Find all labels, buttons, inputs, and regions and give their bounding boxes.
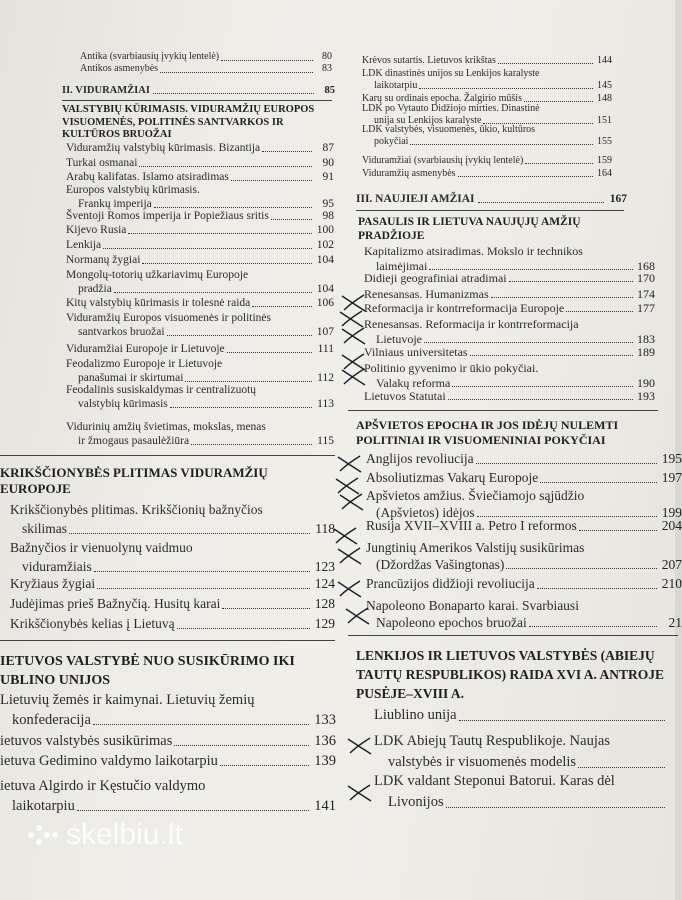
toc-entry-title: (Džordžas Vašingtonas) [376,556,505,572]
toc-entry-title: Vidurinių amžių švietimas, mokslas, menas [66,421,266,433]
toc-entry-line [366,518,682,535]
toc-entry-line [362,103,540,115]
toc-entry-line [366,598,579,615]
part-heading [62,84,335,99]
toc-entry-title: ir žmogaus pasaulėžiūra [78,435,190,448]
toc-entry-line [362,55,612,67]
part-heading-page: 85 [324,85,335,96]
toc-entry-line [374,705,457,726]
toc-entry-title: skilimas [22,521,68,536]
toc-entry-title: Frankų imperija [78,198,152,211]
dot-leader [69,533,310,534]
toc-page-number: 141 [314,798,336,814]
section-heading: VALSTYBIŲ KŪRIMASIS. VIDURAMŽIŲ EUROPOS [62,104,315,115]
dot-leader [476,463,657,464]
toc-page-number: 148 [597,93,612,104]
toc-entry-title: Antikos asmenybės [80,63,159,74]
dot-leader [77,810,309,811]
section-rule [0,455,335,456]
toc-page-number: 123 [314,559,335,574]
toc-page-number: 100 [316,224,334,236]
toc-entry-title: Lietuvoje [376,331,422,346]
toc-entry-line [364,301,655,316]
toc-page-number: 129 [314,616,335,631]
section-heading: KRIKŠČIONYBĖS PLITIMAS VIDURAMŽIŲ [0,465,268,480]
toc-entry-line [366,576,682,593]
toc-entry-title: ietuvos valstybės susikūrimas [0,733,173,749]
toc-entry-line [78,434,334,448]
toc-entry-line [366,488,584,505]
toc-page-number: 159 [597,155,612,166]
toc-entry-line [364,271,655,286]
toc-entry-title: laikotarpiu [374,79,418,91]
dot-leader [448,399,633,400]
toc-entry-line [12,710,336,730]
dot-leader [525,163,593,164]
dot-leader [170,407,312,408]
toc-entry-title: pradžia [78,283,112,296]
dot-leader [221,60,313,61]
toc-entry-line [66,342,334,356]
toc-page-number: 115 [317,435,334,448]
toc-entry-line [388,752,576,773]
toc-entry-line [66,296,334,310]
dot-leader [94,571,310,572]
toc-page-number: 155 [597,135,612,147]
dot-leader [579,530,657,531]
toc-entry-line [66,223,334,237]
toc-entry-line [366,540,584,557]
toc-page-number: 83 [322,63,332,74]
pen-check-mark-icon [346,782,374,804]
dot-leader [429,269,633,270]
part-heading [356,192,627,208]
toc-entry-line [362,68,539,80]
dot-leader [191,444,312,445]
dot-leader [509,281,633,282]
dot-leader [419,88,593,89]
toc-entry-title: Krėvos sutartis. Lietuvos krikštas [362,55,496,66]
dot-leader [174,745,309,746]
dot-leader [578,767,665,768]
toc-entry-title: Krikščionybės kelias į Lietuvą [10,616,175,631]
toc-entry-title: ietuva Algirdo ir Kęstučio valdymo [0,778,206,794]
toc-page-number: 204 [661,518,682,533]
toc-page-number: 106 [316,297,334,309]
toc-entry-title: Lenkija [66,239,102,251]
toc-entry-title: Prancūzijos didžioji revoliucija [366,576,535,591]
toc-page-number: 80 [322,51,332,62]
toc-page-number: 207 [661,556,682,572]
toc-entry-title: Kitų valstybių kūrimasis ir tolesnė raida [66,297,251,309]
section-heading: KULTŪROS BRUOŽAI [62,129,172,140]
toc-page-number: 87 [322,142,334,154]
toc-entry-title: Arabų kalifatas. Islamo atsiradimas [66,171,229,183]
pen-check-mark-icon [332,525,360,547]
dot-leader [153,93,314,94]
toc-page-number: 118 [315,521,335,536]
toc-entry-title: Bažnyčios ir vienuolynų vaidmuo [10,540,193,555]
toc-entry-title: Mongolų-totorių užkariavimų Europoje [66,269,249,281]
toc-entry-line [22,557,335,576]
dot-leader [93,724,309,725]
section-heading: APŠVIETOS EPOCHA IR JOS IDĖJŲ NULEMTI [356,418,619,432]
section-heading: PUSĖJE–XVIII A. [356,686,465,701]
toc-page-number: 136 [314,733,336,749]
toc-entry-title: Politinio gyvenimo ir ūkio pokyčiai. [364,361,539,375]
dot-leader [478,202,604,203]
toc-entry-line [10,538,193,557]
toc-page-number: 133 [314,712,336,728]
section-rule [348,410,658,411]
watermark [28,818,183,852]
toc-entry-line [376,556,682,574]
toc-entry-line [366,451,682,468]
toc-entry-line [66,420,266,434]
toc-page-number: 144 [597,55,612,66]
toc-entry-line [66,156,334,170]
dot-leader [114,292,312,293]
toc-entry-line [364,361,538,376]
toc-entry-line [10,574,335,593]
watermark-text: skelbiu.lt [66,818,183,851]
toc-entry-title: Apšvietos amžius. Šviečiamojo sąjūdžio [366,488,585,503]
toc-page-number: 177 [636,301,655,315]
dot-leader [491,297,633,298]
toc-entry-title: Lietuvių žemės ir kaimynai. Lietuvių žemių [0,692,255,708]
toc-entry-line [362,124,535,136]
dot-leader [529,626,657,627]
toc-entry-title: Viduramžių asmenybės [362,168,456,179]
toc-entry-title: Rusija XVII–XVIII a. Petro I reformos [366,518,577,533]
toc-entry-line [366,470,682,487]
toc-entry-title: Kijevo Rusia [66,224,127,236]
toc-entry-title: (Apšvietos) idėjos [376,504,475,520]
dot-leader [459,720,665,721]
section-heading: PRADŽIOJE [358,229,425,242]
toc-entry-title: Krikščionybės plitimas. Krikščionių bažnyčios [10,502,263,517]
toc-entry-title: Renesansas. Reformacija ir kontrreformacija [364,317,579,331]
section-heading: VISUOMENĖS, POLITINĖS SANTVARKOS IR [62,116,284,128]
toc-page-number: 104 [316,254,334,266]
toc-entry-line [10,500,263,519]
toc-page-number: 195 [661,451,682,466]
dot-leader [452,386,633,387]
toc-entry-line [376,331,655,347]
pen-check-mark-icon [346,735,374,757]
toc-entry-line [364,287,655,302]
toc-entry-line [376,614,682,632]
toc-entry-line [78,282,334,296]
dot-leader [222,608,310,609]
toc-page-number: 95 [322,198,334,211]
toc-entry-title: pokyčiai [374,135,409,147]
dot-leader [231,180,312,181]
toc-entry-title: Liublino unija [374,707,457,723]
dot-leader [470,355,633,356]
dot-leader [97,588,310,589]
dot-leader [506,568,657,569]
toc-entry-line [66,209,334,223]
toc-entry-line [66,383,256,397]
toc-entry-line [364,317,579,332]
toc-entry-title: Viduramžiai Europoje ir Lietuvoje [66,343,225,355]
toc-entry-title: Napoleono Bonaparto karai. Svarbiausi [366,598,579,613]
toc-entry-title: Turkai osmanai [66,157,138,169]
dot-leader [410,144,593,145]
toc-page-number: 210 [661,576,682,591]
toc-entry-title: santvarkos bruožai [78,326,165,339]
toc-entry-title: Didieji geografiniai atradimai [364,271,507,285]
dot-leader [160,72,313,73]
section-heading: UBLINO UNIJOS [0,673,111,688]
toc-entry-line [362,155,612,167]
toc-entry-line [0,751,336,771]
toc-page-number: 128 [314,596,335,611]
toc-entry-line [0,690,254,710]
toc-page-number: 189 [636,345,655,359]
dot-leader [128,233,312,234]
pen-check-mark-icon [336,545,364,567]
toc-entry-title: Renesansas. Humanizmas [364,287,489,301]
toc-entry-title: valstybės ir visuomenės modelis [388,754,577,770]
toc-page-number: 104 [316,283,334,296]
toc-page-number: 111 [317,343,334,355]
dot-leader [252,306,312,307]
toc-page-number: 139 [314,753,336,769]
dot-leader [177,628,310,629]
toc-page-number: 98 [322,210,334,222]
toc-entry-title: Valakų reforma [376,375,451,390]
toc-entry-title: ietuva Gedimino valdymo laikotarpiu [0,753,218,769]
toc-entry-title: Vilniaus universitetas [364,345,468,359]
section-heading: EUROPOJE [0,481,71,496]
toc-page-number: 21 [668,614,682,630]
toc-entry-line [66,253,334,267]
toc-entry-title: panašumai ir skirtumai [78,372,184,385]
dot-leader [537,588,657,589]
toc-page-number: 193 [636,389,655,403]
dot-leader [220,765,309,766]
toc-entry-title: laikotarpiu [12,798,75,814]
toc-page-number: 183 [636,331,655,346]
toc-page-number: 112 [317,372,334,385]
toc-entry-title: Kryžiaus žygiai [10,576,96,591]
toc-page-number: 190 [636,375,655,390]
toc-entry-title: Feodalinis susiskaldymas ir centralizuotų [66,384,257,396]
toc-entry-title: LDK valstybės, visuomenės, ūkio, kultūros [362,124,536,135]
dot-leader [167,335,312,336]
dot-leader [227,352,312,353]
toc-entry-line [66,238,334,252]
toc-entry-line [0,776,205,796]
toc-entry-title: Karų su ordinais epocha. Žalgirio mūšis [362,93,522,104]
toc-entry-title: laimėjimai [376,258,428,273]
toc-entry-line [22,519,335,538]
toc-entry-line [388,792,444,813]
toc-entry-title: Antika (svarbiausių įvykių lentelė) [80,51,220,62]
section-rule [356,210,624,211]
part-heading-title: II. VIDURAMŽIAI [62,85,150,96]
toc-entry-line [10,614,335,633]
section-rule [0,640,335,641]
toc-entry-line [66,170,334,184]
toc-entry-line [364,345,655,360]
toc-entry-line [374,135,612,148]
toc-entry-title: Jungtinių Amerikos Valstijų susikūrimas [366,540,585,555]
toc-entry-title: LDK dinastinės unijos su Lenkijos karalyste [362,68,540,79]
toc-entry-line [362,168,612,180]
toc-entry-title: Viduramžių Europos visuomenės ir politinės [66,312,272,324]
toc-entry-title: Viduramžiai (svarbiausių įvykių lentelė) [362,155,524,166]
part-heading-page: 167 [609,193,627,205]
dot-leader [142,263,312,264]
toc-entry-line [66,311,271,325]
toc-entry-line [66,141,334,155]
toc-entry-title: Judėjimas prieš Bažnyčią. Husitų karai [10,596,221,611]
toc-entry-title: Feodalizmo Europoje ir Lietuvoje [66,358,223,370]
toc-entry-line [12,796,336,816]
dot-leader [566,311,633,312]
toc-entry-line [374,79,612,92]
section-heading: IETUVOS VALSTYBĖ NUO SUSIKŪRIMO IKI [0,654,295,669]
pen-check-mark-icon [338,491,366,513]
toc-page-number: 90 [322,157,334,169]
toc-entry-title: LDK po Vytauto Didžiojo mirties. Dinastinė [362,103,540,114]
toc-entry-title: Absoliutizmas Vakarų Europoje [366,470,539,485]
toc-page-number: 107 [316,326,334,339]
dot-leader [424,342,633,343]
toc-page-number: 113 [317,398,334,411]
section-rule [348,635,678,636]
toc-page-number: 124 [314,576,335,591]
toc-entry-title: Reformacija ir kontrreformacija Europoje [364,301,565,315]
toc-entry-title: Normanų žygiai [66,254,141,266]
toc-entry-line [364,244,583,259]
toc-entry-title: Anglijos revoliucija [366,451,474,466]
section-rule [62,100,332,101]
toc-entry-line [66,183,200,197]
dot-leader [262,151,312,152]
dot-leader [540,482,657,483]
toc-entry-title: LDK Abiejų Tautų Respublikoje. Naujas [374,733,610,749]
toc-entry-title: Europos valstybių kūrimasis. [66,184,200,196]
toc-entry-line [66,268,248,282]
toc-entry-title: Lietuvos Statutai [364,389,446,403]
dot-leader [139,166,312,167]
toc-entry-title: Kapitalizmo atsiradimas. Mokslo ir technikos [364,244,583,258]
toc-entry-line [376,375,655,391]
toc-entry-title: unija su Lenkijos karalyste [374,114,482,126]
pen-check-mark-icon [336,578,364,600]
toc-page-number: 168 [636,258,655,273]
toc-page-number: 91 [322,171,334,183]
pen-check-mark-icon [336,453,364,475]
dot-leader [103,248,312,249]
part-heading-title: III. NAUJIEJI AMŽIAI [356,193,475,205]
toc-entry-line [66,357,222,371]
toc-entry-title: Šventoji Romos imperija ir Popiežiaus sritis [66,210,269,222]
watermark-logo-icon [28,825,58,845]
toc-entry-line [80,51,332,63]
section-heading: POLITINIAI IR VISUOMENINIAI POKYČIAI [356,433,606,447]
toc-page-number: 197 [661,470,682,485]
dot-leader [498,63,593,64]
toc-entry-title: valstybių kūrimasis [78,398,168,411]
section-heading: PASAULIS IR LIETUVA NAUJŲJŲ AMŽIŲ [358,216,581,228]
section-heading: LENKIJOS IR LIETUVOS VALSTYBĖS (ABIEJŲ [356,648,655,663]
toc-entry-line [374,771,615,792]
dot-leader [271,219,312,220]
toc-entry-title: Viduramžių valstybių kūrimasis. Bizantija [66,142,261,154]
toc-entry-line [374,731,610,752]
toc-entry-title: konfederacija [12,712,91,728]
dot-leader [446,807,665,808]
toc-entry-line [0,731,336,751]
toc-page-number: 102 [316,239,334,251]
toc-entry-line [364,389,655,404]
toc-entry-line [10,594,335,613]
toc-entry-line [78,325,334,339]
dot-leader [458,176,593,177]
toc-page-number: 164 [597,168,612,179]
toc-entry-title: Livonijos [388,794,444,810]
toc-page-number: 151 [597,114,612,126]
toc-entry-line [80,63,332,75]
toc-page-number: 145 [597,79,612,91]
toc-page-number: 170 [636,271,655,285]
toc-entry-title: LDK valdant Steponui Batorui. Karas dėl [374,773,615,789]
toc-entry-title: Napoleono epochos bruožai [376,614,527,630]
toc-entry-title: viduramžiais [22,559,92,574]
toc-entry-line [78,397,334,411]
section-heading: TAUTŲ RESPUBLIKOS) RAIDA XVI A. ANTROJE [356,667,665,682]
toc-page-number: 199 [661,504,682,520]
toc-page-number: 174 [636,287,655,301]
